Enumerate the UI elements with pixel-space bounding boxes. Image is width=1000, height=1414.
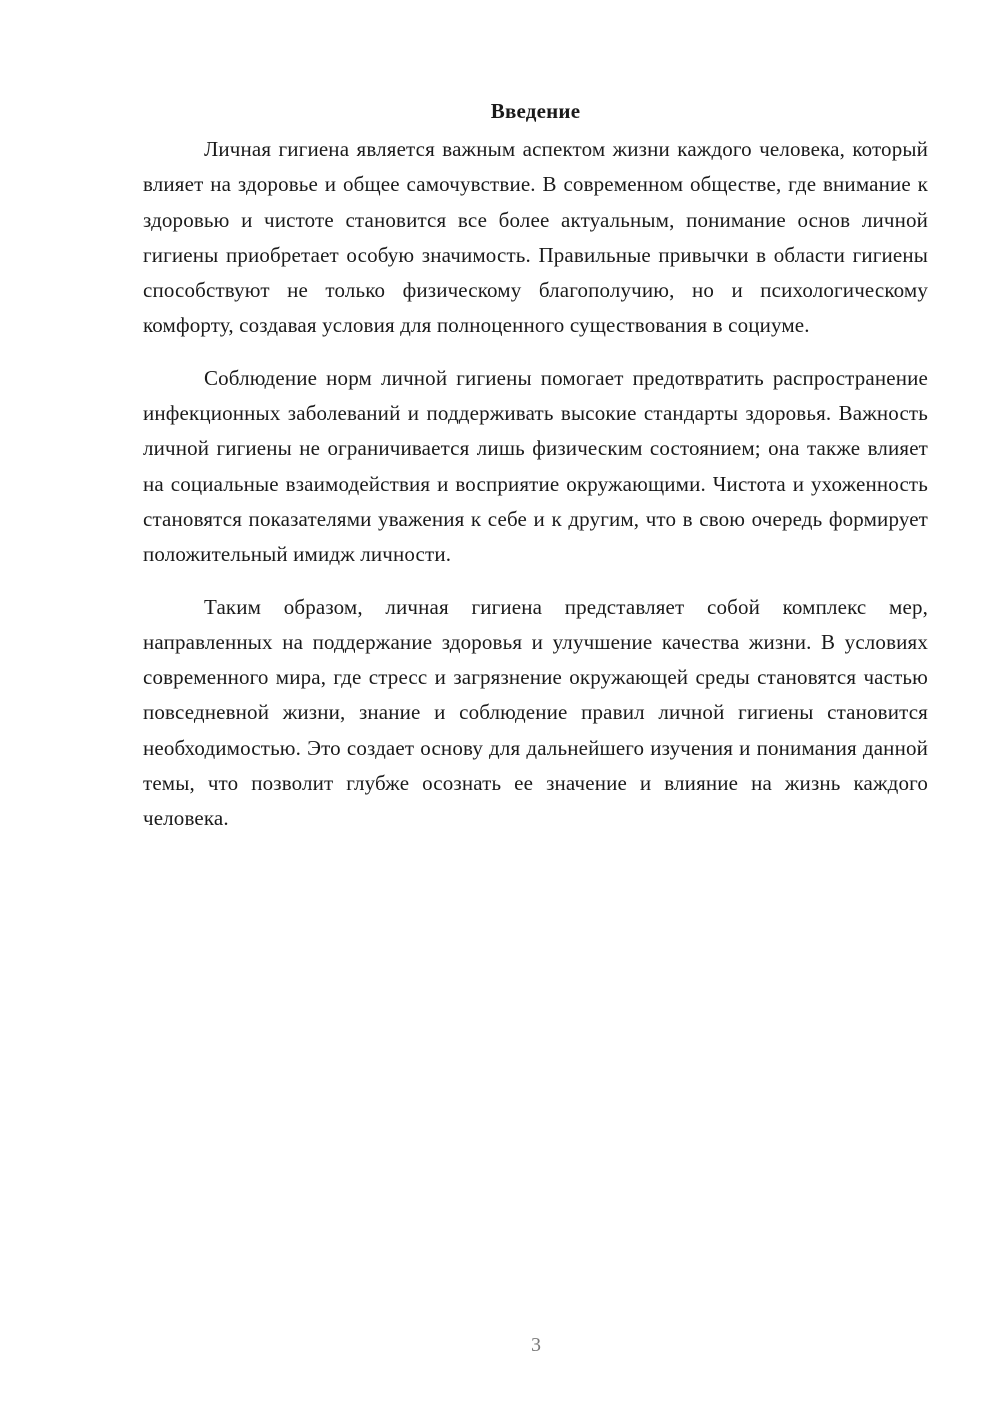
section-heading: Введение: [490, 99, 581, 123]
page-number: 3: [531, 1334, 541, 1356]
paragraph-1: Личная гигиена является важным аспектом жизни каждого человека, который влияет на здоровье и общее самочувствие. В современном обществе, где внимание к здоровью и чистоте становится все более актуальным, понимание основ личной гигиены приобретает особую значимость. Правильные привычки в области гигиены способствуют не только физическому благополучию, но и психологическому комфорту, создавая условия для полноценного существования в социуме.: [143, 137, 928, 338]
paragraph-3: Таким образом, личная гигиена представляет собой комплекс мер, направленных на поддержание здоровья и улучшение качества жизни. В условиях современного мира, где стресс и загрязнение окружающей среды становятся частью повседневной жизни, знание и соблюдение правил личной гигиены становится необходимостью. Это создает основу для дальнейшего изучения и понимания данной темы, что позволит глубже осознать ее значение и влияние на жизнь каждого человека.: [143, 594, 928, 831]
page-content: [143, 96, 928, 837]
paragraph-2: Соблюдение норм личной гигиены помогает предотвратить распространение инфекционных заболеваний и поддерживать высокие стандарты здоровья. Важность личной гигиены не ограничивается лишь физическим состоянием; она также влияет на социальные взаимодействия и восприятие окружающими. Чистота и ухоженность становятся показателями уважения к себе и к другим, что в свою очередь формирует положительный имидж личности.: [143, 365, 928, 567]
